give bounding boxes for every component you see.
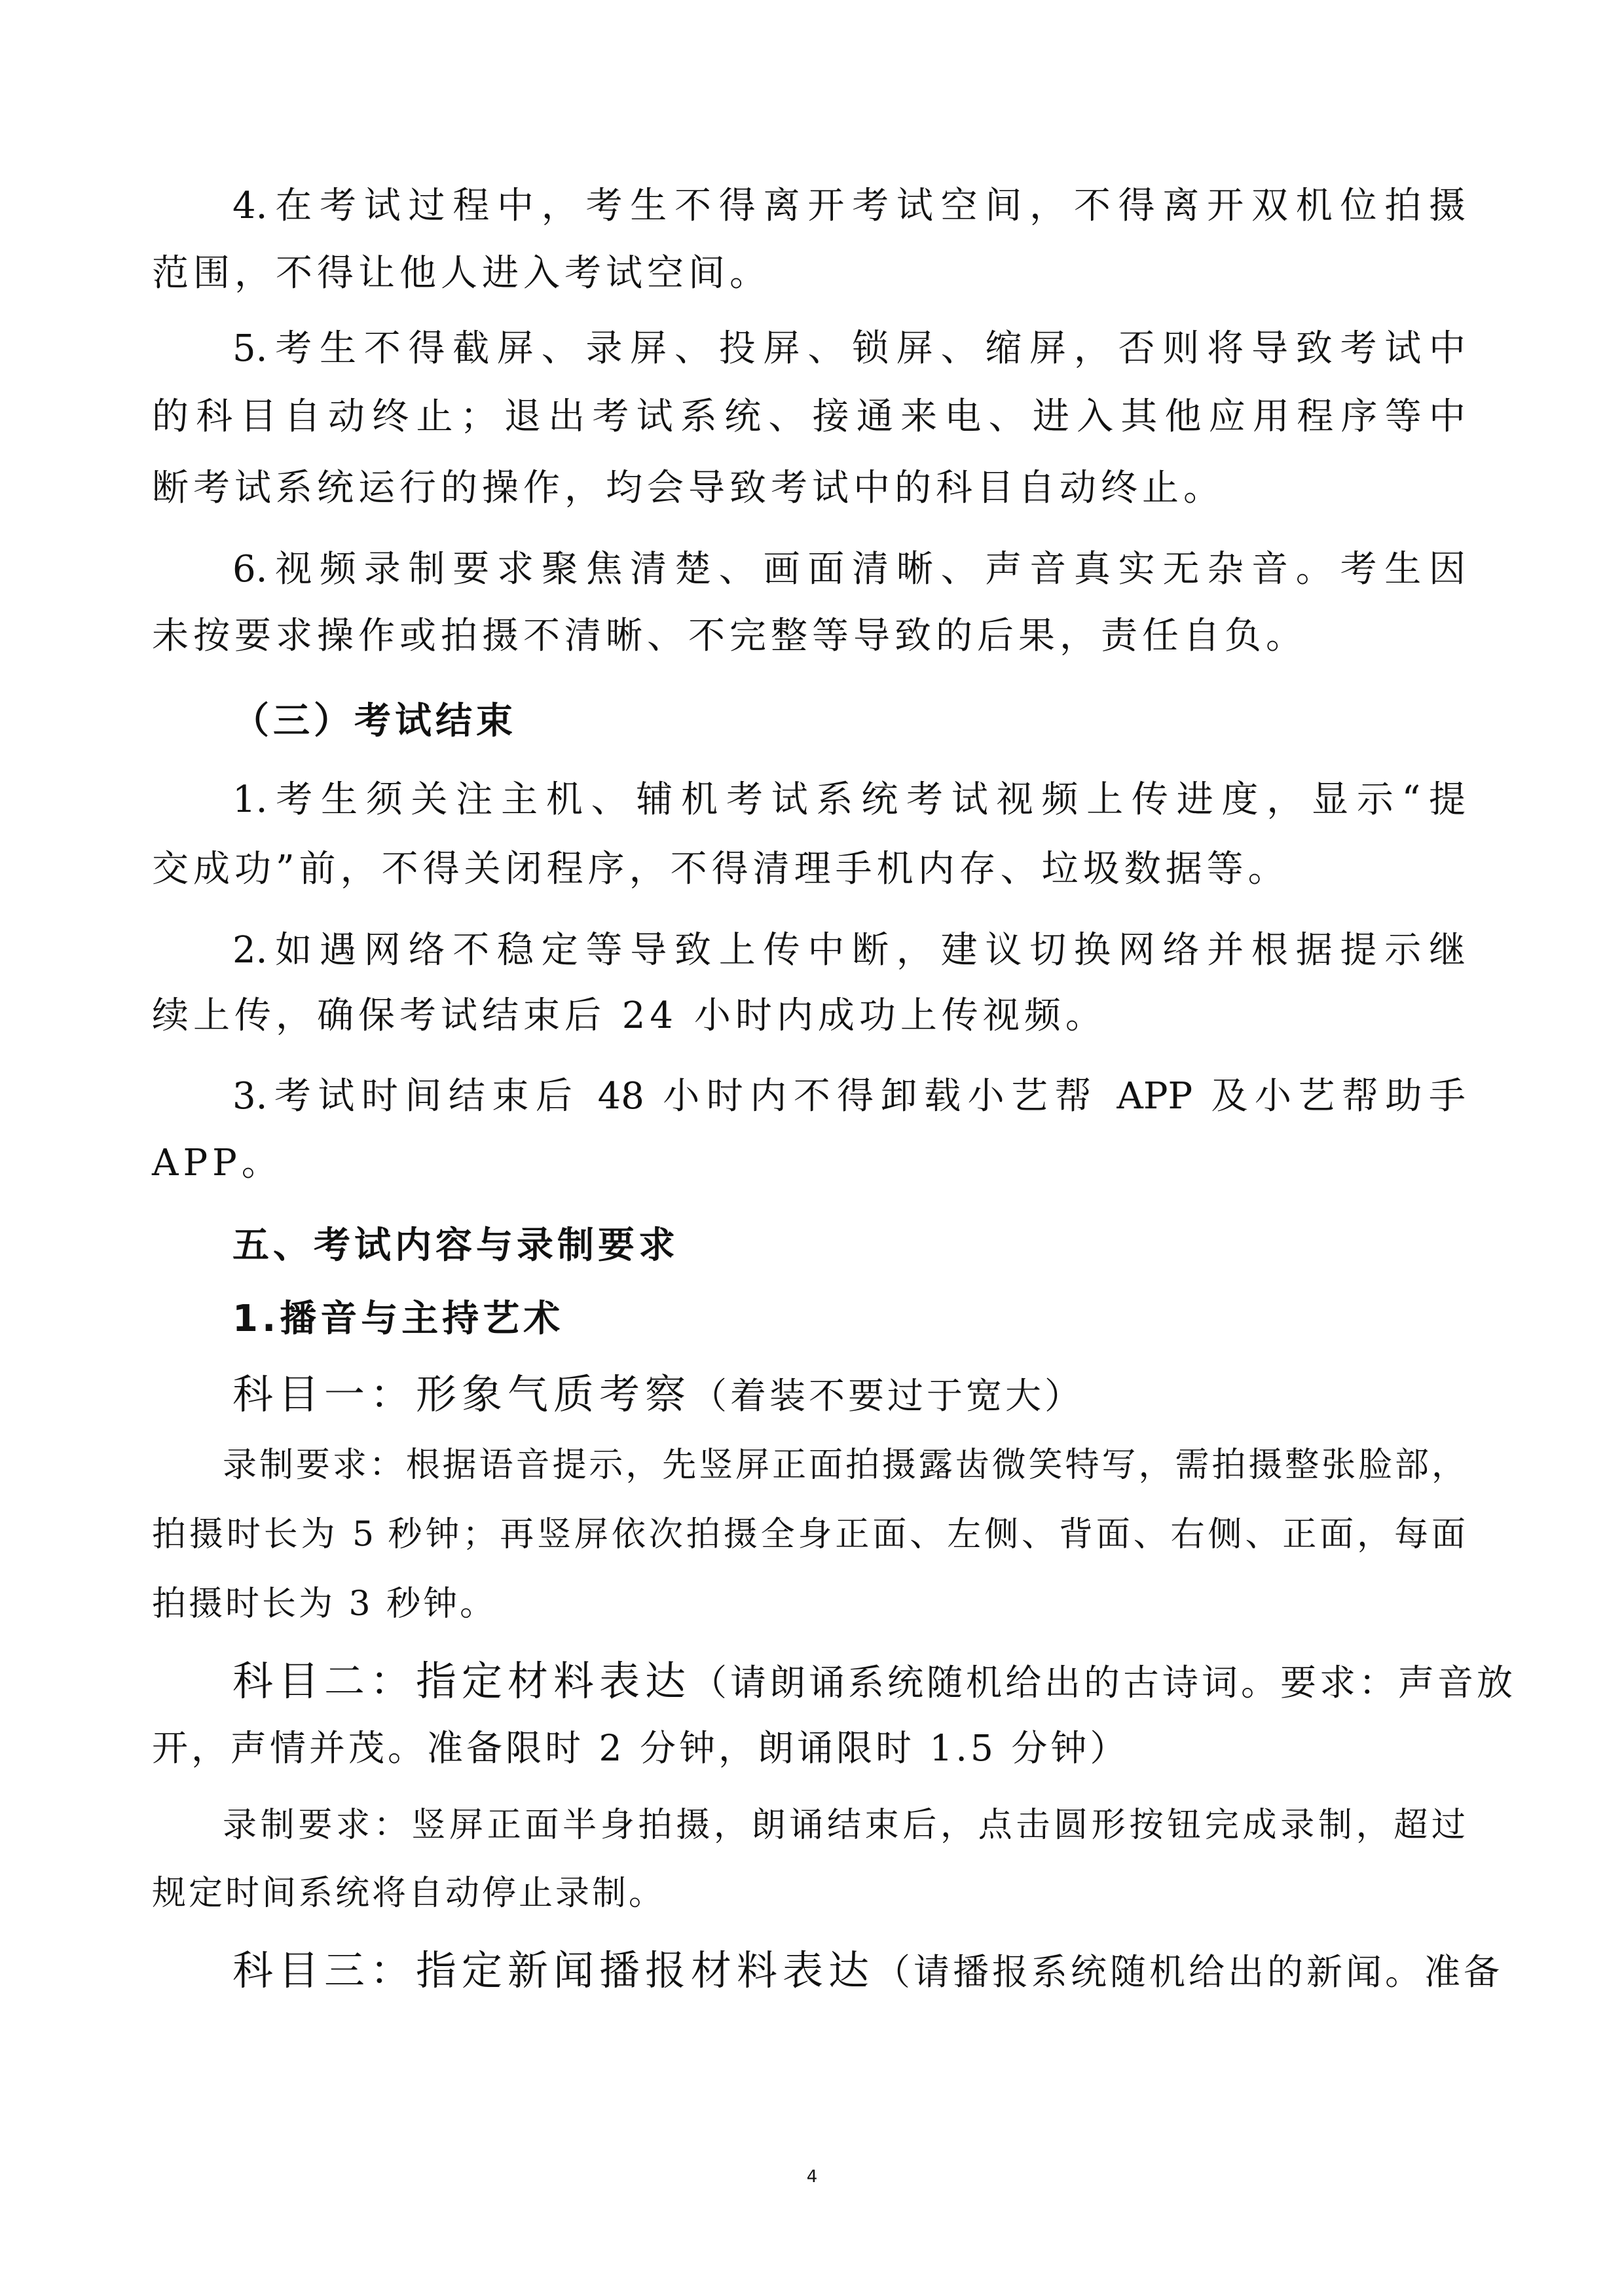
paragraph-line: 2.如遇网络不稳定等导致上传中断，建议切换网络并根据提示继 — [232, 929, 1466, 972]
paragraph-line: 拍摄时长为 3 秒钟。 — [152, 1584, 497, 1624]
paragraph-line: 断考试系统运行的操作，均会导致考试中的科目自动终止。 — [152, 467, 1225, 509]
subject-title: 科目三：指定新闻播报材料表达 — [232, 1946, 875, 1994]
section-heading: （三）考试结束 — [232, 700, 517, 742]
paragraph-line: 续上传，确保考试结束后 24 小时内成功上传视频。 — [152, 994, 1107, 1037]
paragraph-line: 1.考生须关注主机、辅机考试系统考试视频上传进度，显示“提 — [232, 778, 1466, 821]
page-number: 4 — [806, 2167, 818, 2187]
paragraph-line: 拍摄时长为 5 秒钟；再竖屏依次拍摄全身正面、左侧、背面、右侧、正面，每面 — [152, 1515, 1466, 1554]
paragraph-line: 3.考试时间结束后 48 小时内不得卸载小艺帮 APP 及小艺帮助手 — [232, 1075, 1466, 1118]
subject-note: （请朗诵系统随机给出的古诗词。要求：声音放 — [691, 1662, 1517, 1704]
paragraph-line: 6.视频录制要求聚焦清楚、画面清晰、声音真实无杂音。考生因 — [232, 548, 1466, 591]
section-heading: 五、考试内容与录制要求 — [232, 1224, 679, 1267]
paragraph-line: 开，声情并茂。准备限时 2 分钟，朗诵限时 1.5 分钟） — [152, 1727, 1130, 1769]
paragraph-line: APP。 — [152, 1142, 283, 1184]
subject-title: 科目二：指定材料表达 — [232, 1657, 692, 1705]
subsection-heading: 1.播音与主持艺术 — [232, 1298, 564, 1340]
paragraph-line: 范围，不得让他人进入考试空间。 — [152, 252, 771, 295]
paragraph-line: 交成功”前，不得关闭程序，不得清理手机内存、垃圾数据等。 — [152, 848, 1289, 890]
paragraph-line: 5.考生不得截屏、录屏、投屏、锁屏、缩屏，否则将导致考试中 — [232, 327, 1466, 370]
paragraph-line: 规定时间系统将自动停止录制。 — [152, 1874, 666, 1913]
subject-line — [232, 1368, 1084, 1423]
paragraph-line: 录制要求：根据语音提示，先竖屏正面拍摄露齿微笑特写，需拍摄整张脸部， — [223, 1446, 1466, 1485]
paragraph-line: 的科目自动终止；退出考试系统、接通来电、进入其他应用程序等中 — [152, 395, 1466, 438]
subject-note: （着装不要过于宽大） — [691, 1375, 1084, 1417]
paragraph-line: 4.在考试过程中，考生不得离开考试空间，不得离开双机位拍摄 — [232, 185, 1466, 227]
paragraph-line: 录制要求：竖屏正面半身拍摄，朗诵结束后，点击圆形按钮完成录制，超过 — [223, 1806, 1466, 1845]
subject-line — [232, 1655, 1516, 1709]
subject-line — [232, 1944, 1503, 1999]
paragraph-line: 未按要求操作或拍摄不清晰、不完整等导致的后果，责任自负。 — [152, 615, 1307, 657]
subject-note: （请播报系统随机给出的新闻。准备 — [874, 1951, 1504, 1993]
subject-title: 科目一：形象气质考察 — [232, 1370, 692, 1418]
